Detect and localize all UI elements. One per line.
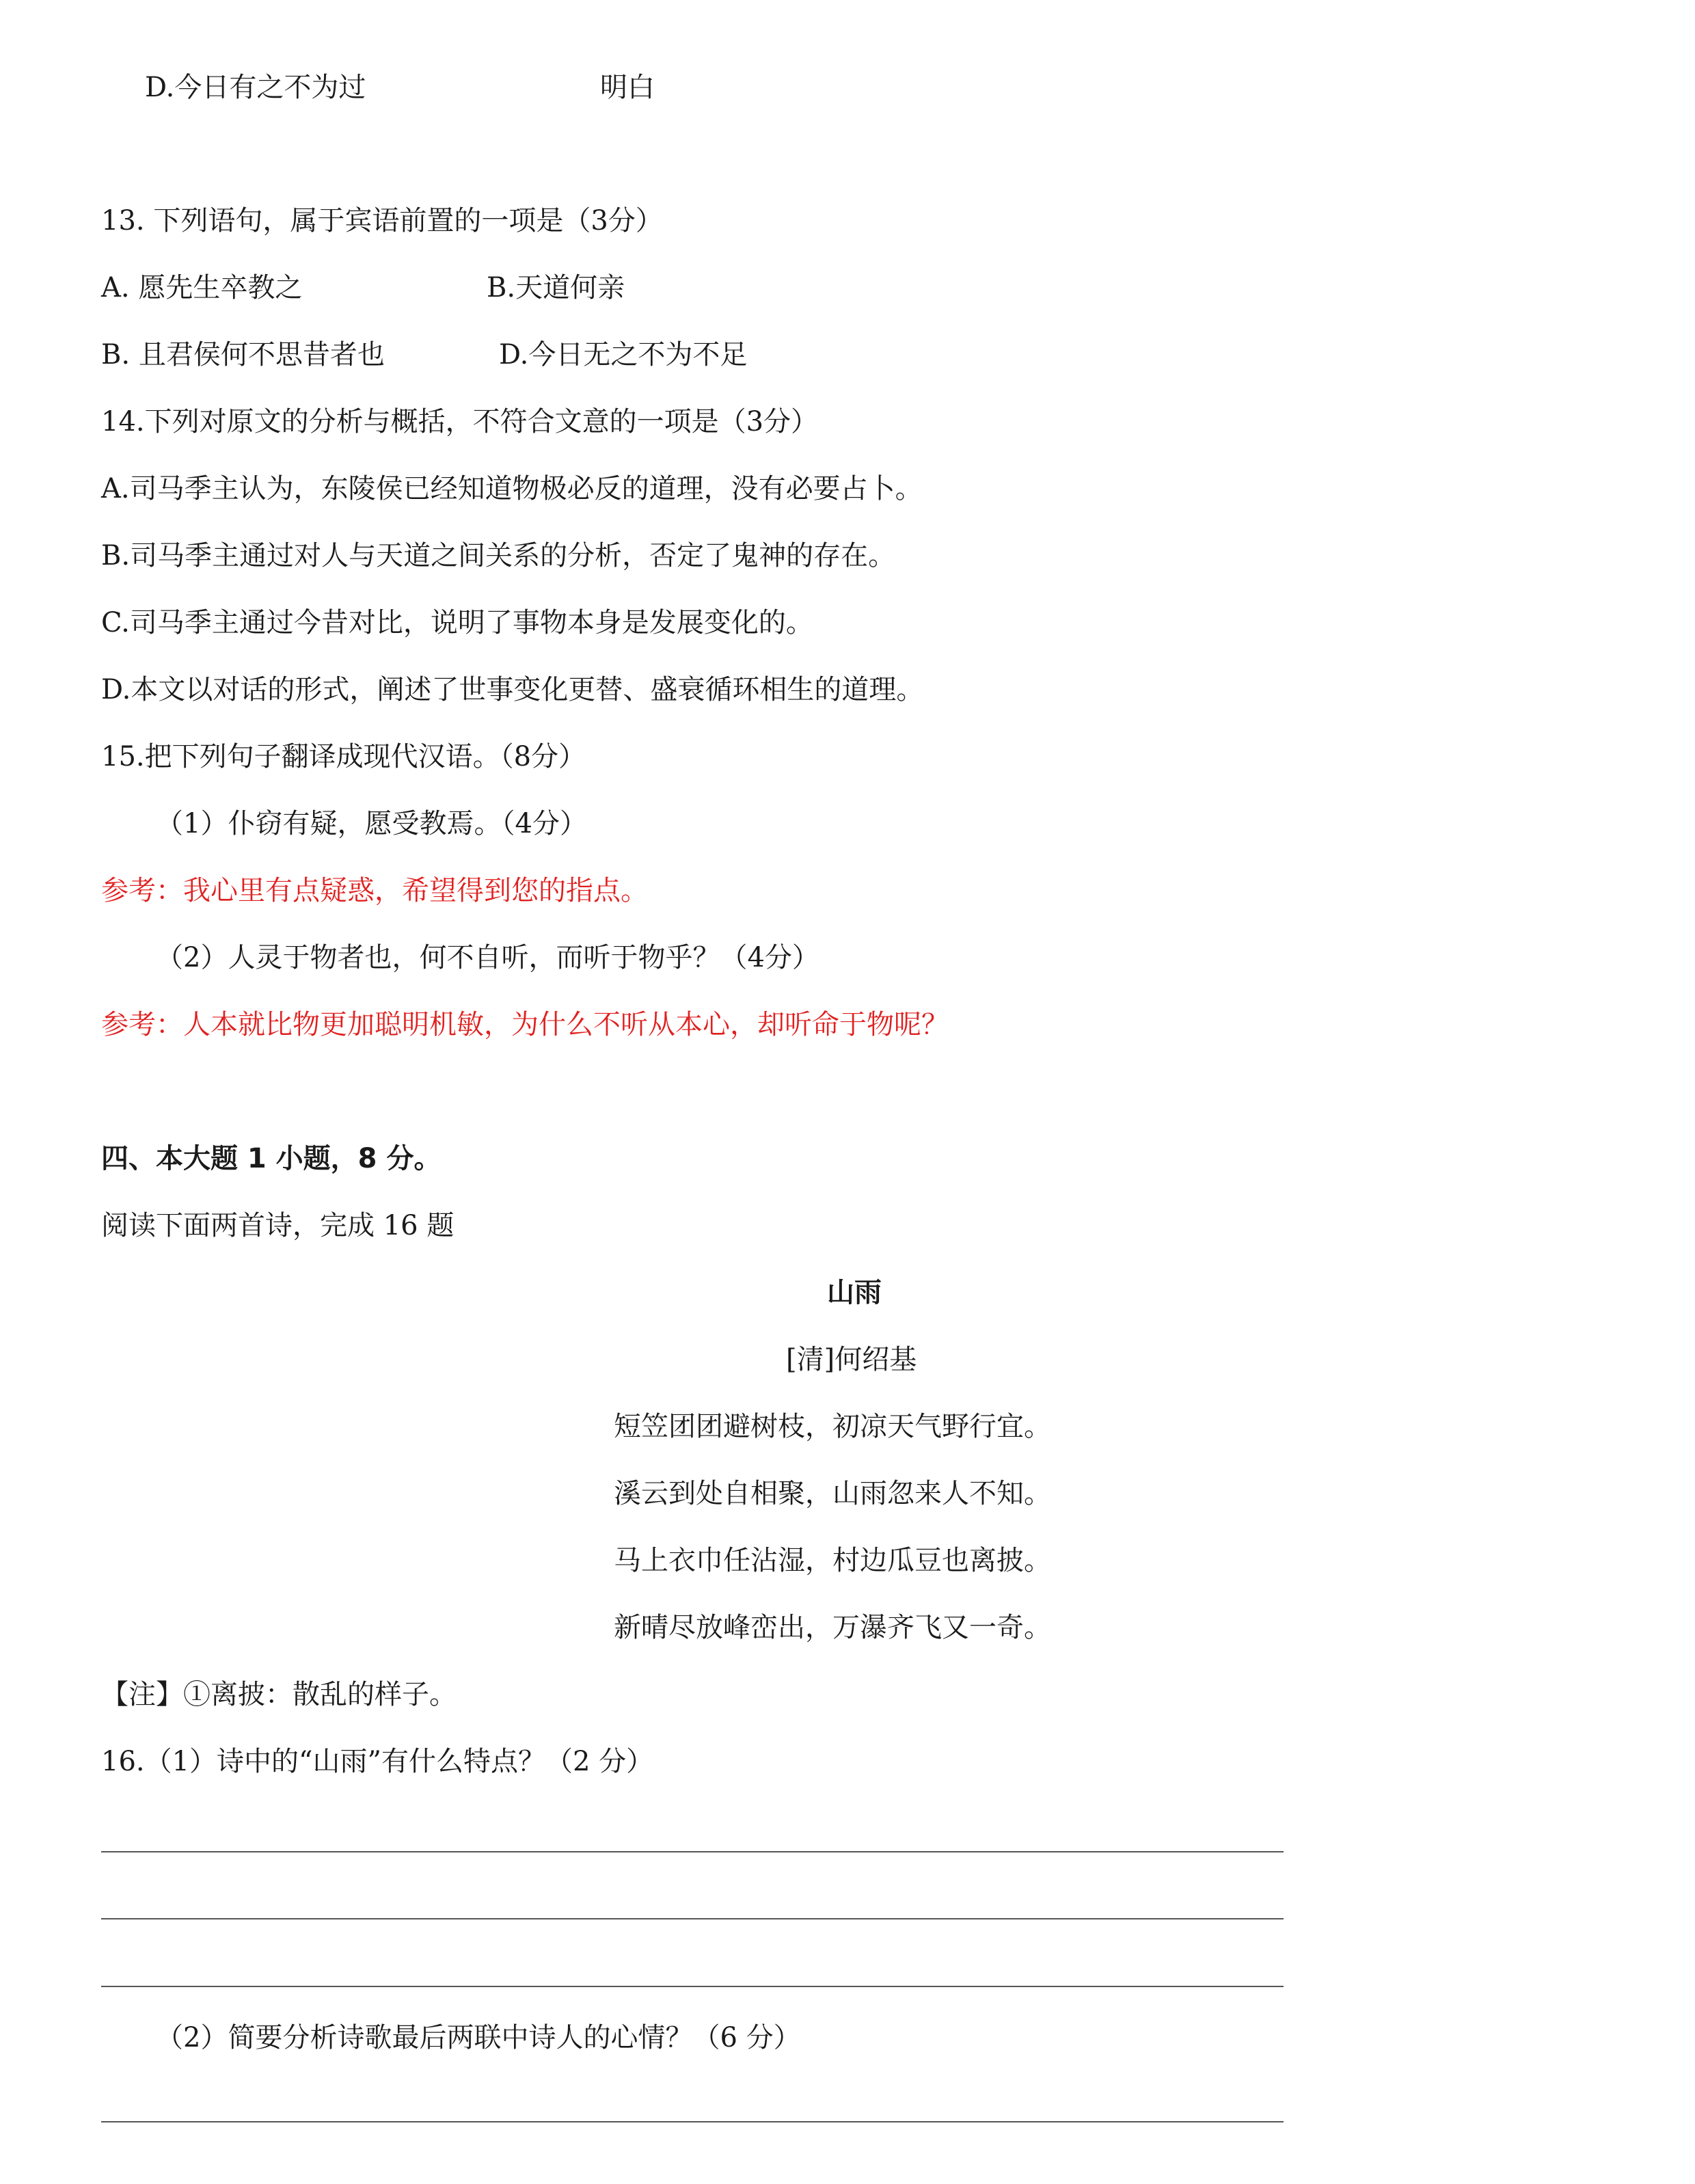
- answer-line[interactable]: [101, 1986, 1284, 1987]
- q13-option-c: B. 且君侯何不思昔者也: [101, 339, 385, 370]
- poem-line: 新晴尽放峰峦出，万瀑齐飞又一奇。: [614, 1612, 1051, 1643]
- poem-line: 短笠团团避树枝，初凉天气野行宜。: [614, 1411, 1051, 1442]
- q14-option-a: A.司马季主认为，东陵侯已经知道物极必反的道理，没有必要占卜。: [101, 473, 923, 504]
- q12-option-d: D.今日有之不为过: [145, 72, 366, 103]
- q15-answer-1: 参考：我心里有点疑惑，希望得到您的指点。: [101, 875, 648, 906]
- q15-item-1: （1）仆窃有疑，愿受教焉。（4分）: [156, 808, 587, 839]
- poem-line: 马上衣巾任沾湿，村边瓜豆也离披。: [614, 1545, 1051, 1576]
- q15-stem: 15.把下列句子翻译成现代汉语。（8分）: [101, 741, 586, 772]
- q14-option-d: D.本文以对话的形式，阐述了世事变化更替、盛衰循环相生的道理。: [101, 674, 924, 705]
- answer-line[interactable]: [101, 2121, 1284, 2122]
- q16-part-1: 16.（1）诗中的“山雨”有什么特点？（2 分）: [101, 1746, 654, 1777]
- q13-option-b: B.天道何亲: [487, 272, 625, 304]
- poem-line: 溪云到处自相聚，山雨忽来人不知。: [614, 1478, 1051, 1509]
- q13-option-a: A. 愿先生卒教之: [101, 272, 303, 304]
- answer-line[interactable]: [101, 1918, 1284, 1919]
- poem-title: 山雨: [827, 1277, 882, 1308]
- q14-stem: 14.下列对原文的分析与概括，不符合文意的一项是（3分）: [101, 406, 819, 437]
- poem-author: [清]何绍基: [786, 1344, 917, 1375]
- section-4-intro: 阅读下面两首诗，完成 16 题: [101, 1210, 455, 1241]
- q13-option-d: D.今日无之不为不足: [499, 339, 748, 370]
- q15-item-2: （2）人灵于物者也，何不自听，而听于物乎？（4分）: [156, 942, 819, 973]
- q12-option-d-meaning: 明白: [600, 72, 655, 103]
- q14-option-c: C.司马季主通过今昔对比，说明了事物本身是发展变化的。: [101, 607, 813, 638]
- q16-part-2: （2）简要分析诗歌最后两联中诗人的心情？（6 分）: [156, 2022, 801, 2053]
- poem-note: 【注】①离披：散乱的样子。: [101, 1679, 457, 1710]
- section-4-heading: 四、本大题 1 小题，8 分。: [101, 1143, 442, 1174]
- q14-option-b: B.司马季主通过对人与天道之间关系的分析，否定了鬼神的存在。: [101, 540, 896, 571]
- q13-stem: 13. 下列语句，属于宾语前置的一项是（3分）: [101, 205, 663, 237]
- answer-line[interactable]: [101, 1851, 1284, 1852]
- q15-answer-2: 参考：人本就比物更加聪明机敏，为什么不听从本心，却听命于物呢？: [101, 1009, 949, 1040]
